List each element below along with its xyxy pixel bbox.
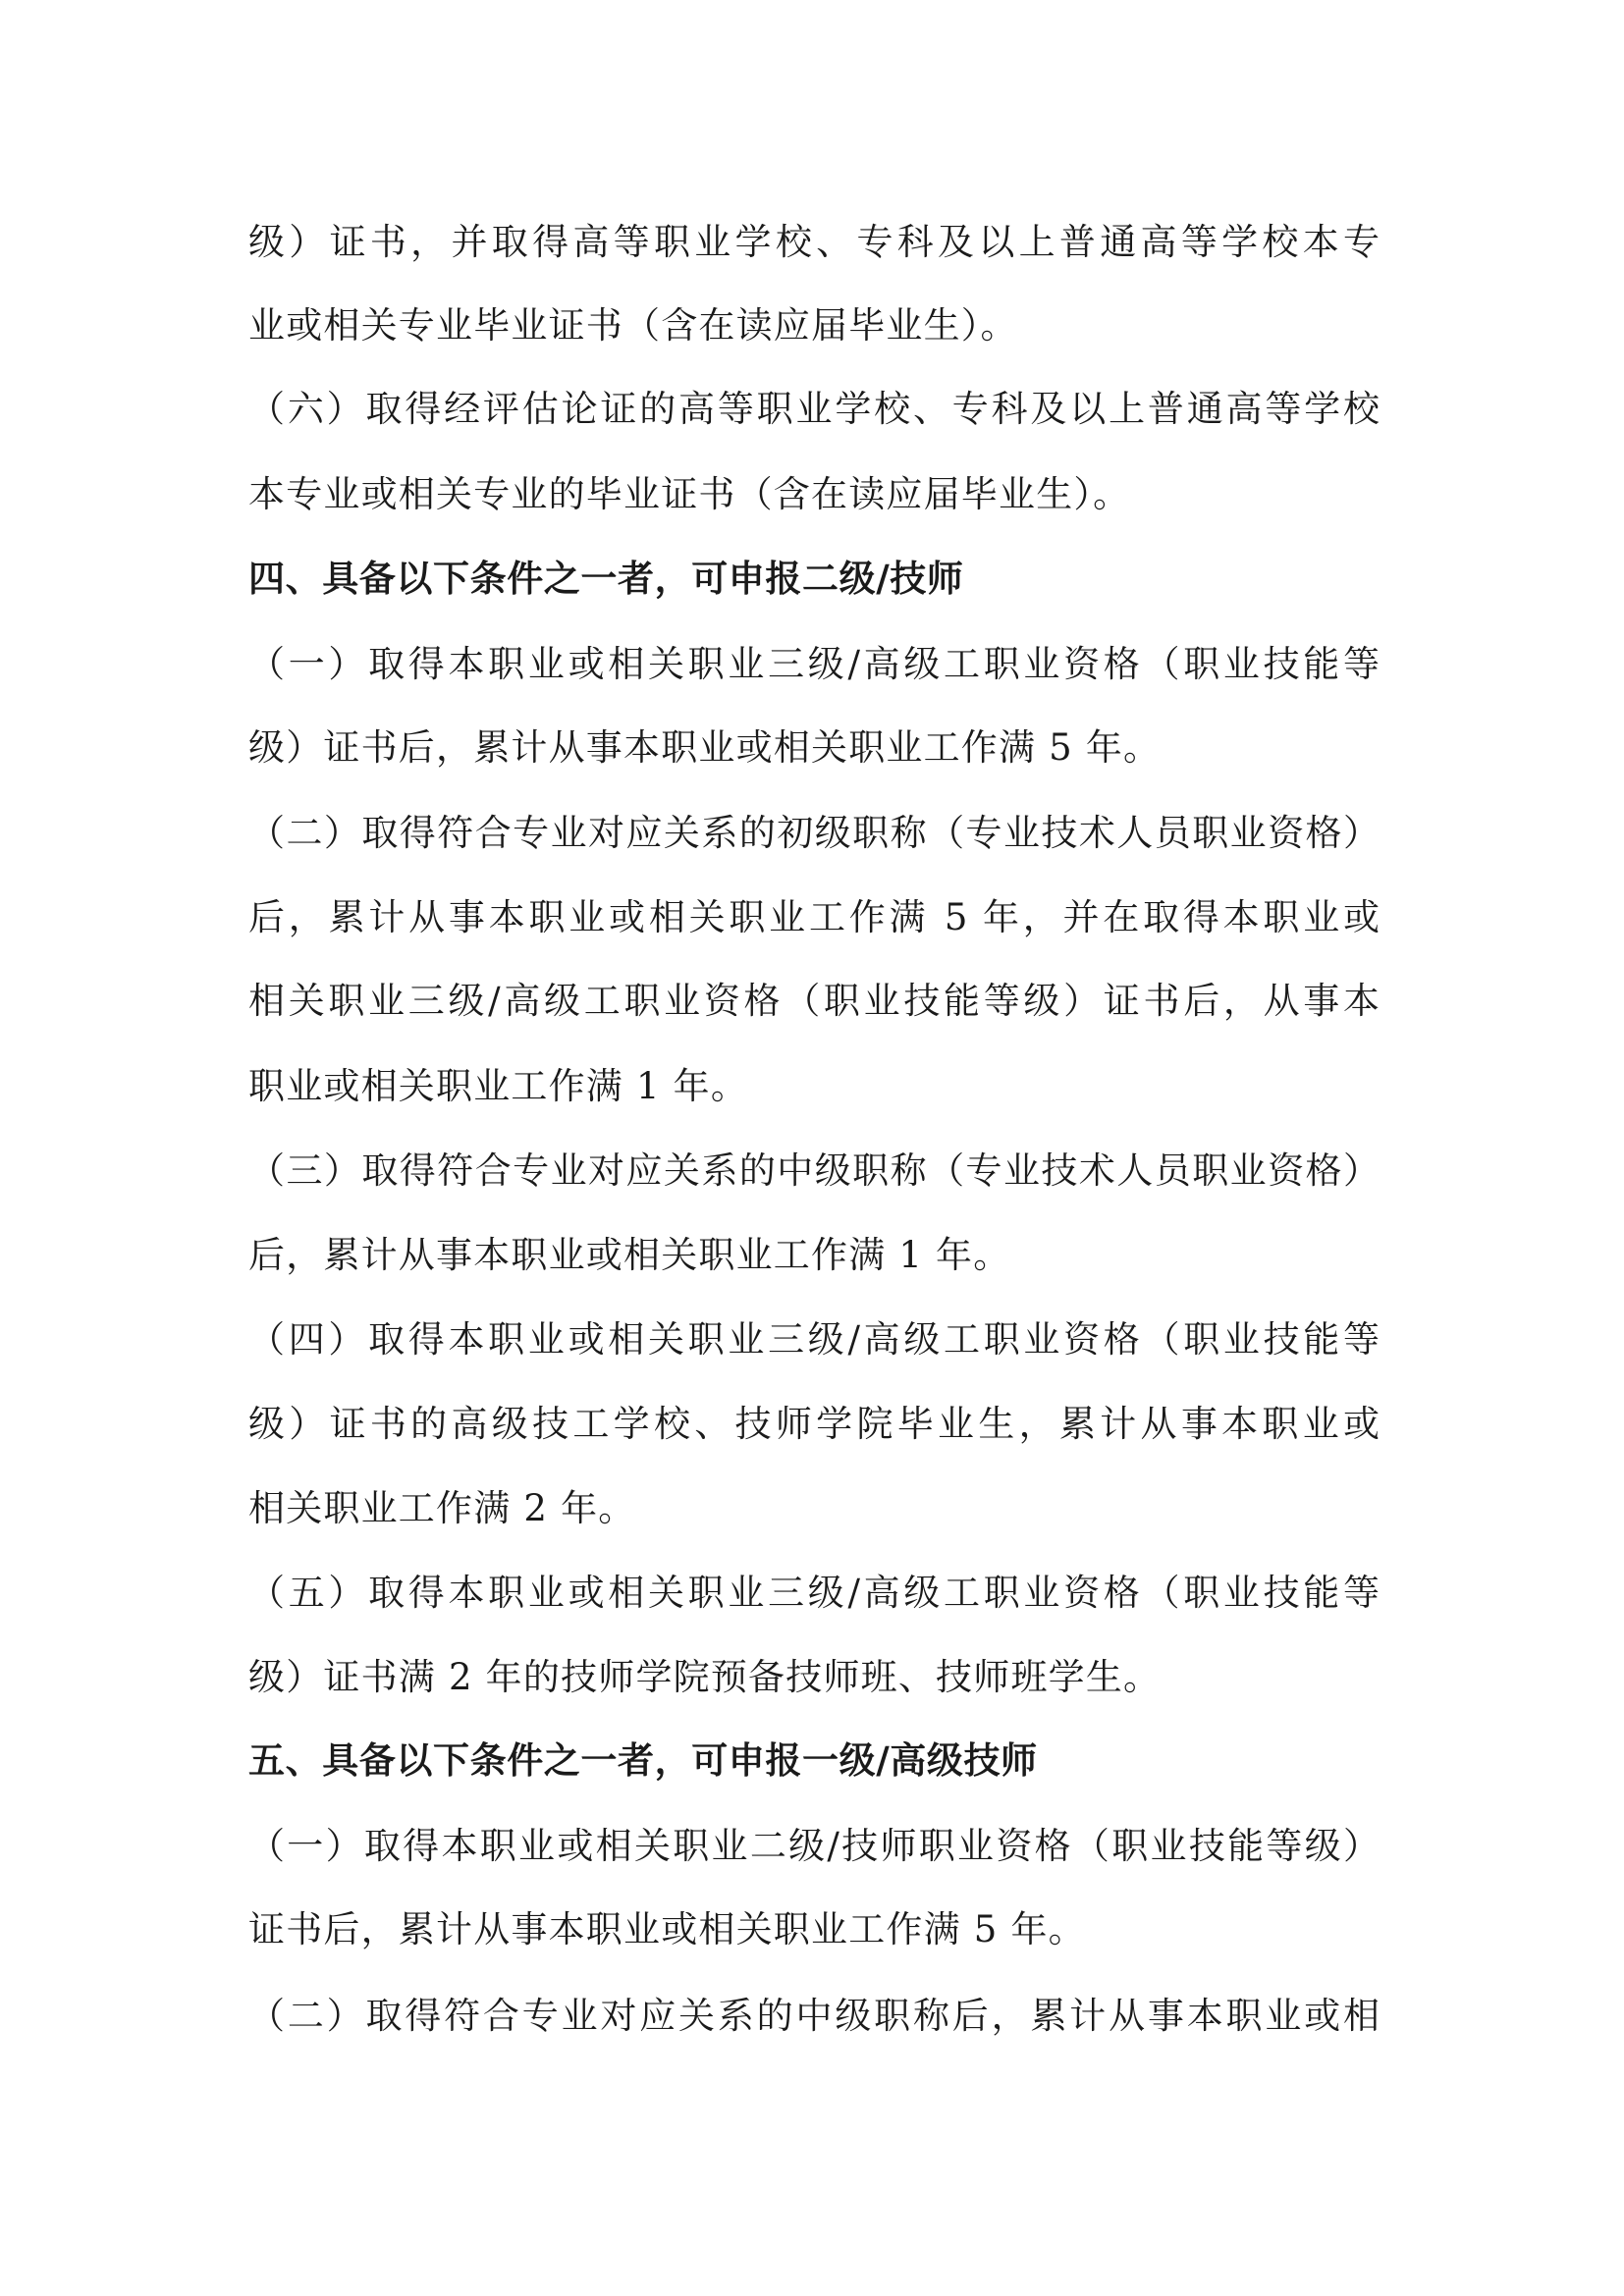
paragraph-line: （五）取得本职业或相关职业三级/高级工职业资格（职业技能等 — [248, 1572, 1380, 1614]
paragraph-line: （二）取得符合专业对应关系的初级职称（专业技术人员职业资格） — [248, 812, 1380, 854]
paragraph-line: （六）取得经评估论证的高等职业学校、专科及以上普通高等学校 — [248, 388, 1380, 430]
paragraph-line: 相关职业工作满 2 年。 — [248, 1487, 636, 1529]
paragraph-line: （四）取得本职业或相关职业三级/高级工职业资格（职业技能等 — [248, 1318, 1380, 1361]
paragraph-line: 本专业或相关专业的毕业证书（含在读应届毕业生）。 — [248, 473, 1131, 515]
paragraph-line: 证书后，累计从事本职业或相关职业工作满 5 年。 — [248, 1908, 1086, 1950]
paragraph-line: （一）取得本职业或相关职业二级/技师职业资格（职业技能等级） — [248, 1825, 1380, 1867]
section-heading: 四、具备以下条件之一者，可申报二级/技师 — [248, 558, 964, 600]
paragraph-line: 级）证书，并取得高等职业学校、专科及以上普通高等学校本专 — [248, 221, 1380, 263]
paragraph-line: 后，累计从事本职业或相关职业工作满 1 年。 — [248, 1234, 1011, 1276]
paragraph-line: 职业或相关职业工作满 1 年。 — [248, 1065, 749, 1107]
paragraph-line: 级）证书的高级技工学校、技师学院毕业生，累计从事本职业或 — [248, 1403, 1380, 1445]
paragraph-line: 后，累计从事本职业或相关职业工作满 5 年，并在取得本职业或 — [248, 896, 1380, 938]
section-heading: 五、具备以下条件之一者，可申报一级/高级技师 — [248, 1739, 1038, 1782]
paragraph-line: （三）取得符合专业对应关系的中级职称（专业技术人员职业资格） — [248, 1149, 1380, 1192]
paragraph-line: （二）取得符合专业对应关系的中级职称后，累计从事本职业或相 — [248, 1995, 1380, 2037]
paragraph-line: 业或相关专业毕业证书（含在读应届毕业生）。 — [248, 304, 1018, 347]
paragraph-line: 级）证书后，累计从事本职业或相关职业工作满 5 年。 — [248, 726, 1162, 769]
paragraph-line: （一）取得本职业或相关职业三级/高级工职业资格（职业技能等 — [248, 643, 1380, 685]
paragraph-line: 级）证书满 2 年的技师学院预备技师班、技师班学生。 — [248, 1656, 1162, 1698]
paragraph-line: 相关职业三级/高级工职业资格（职业技能等级）证书后，从事本 — [248, 980, 1380, 1022]
